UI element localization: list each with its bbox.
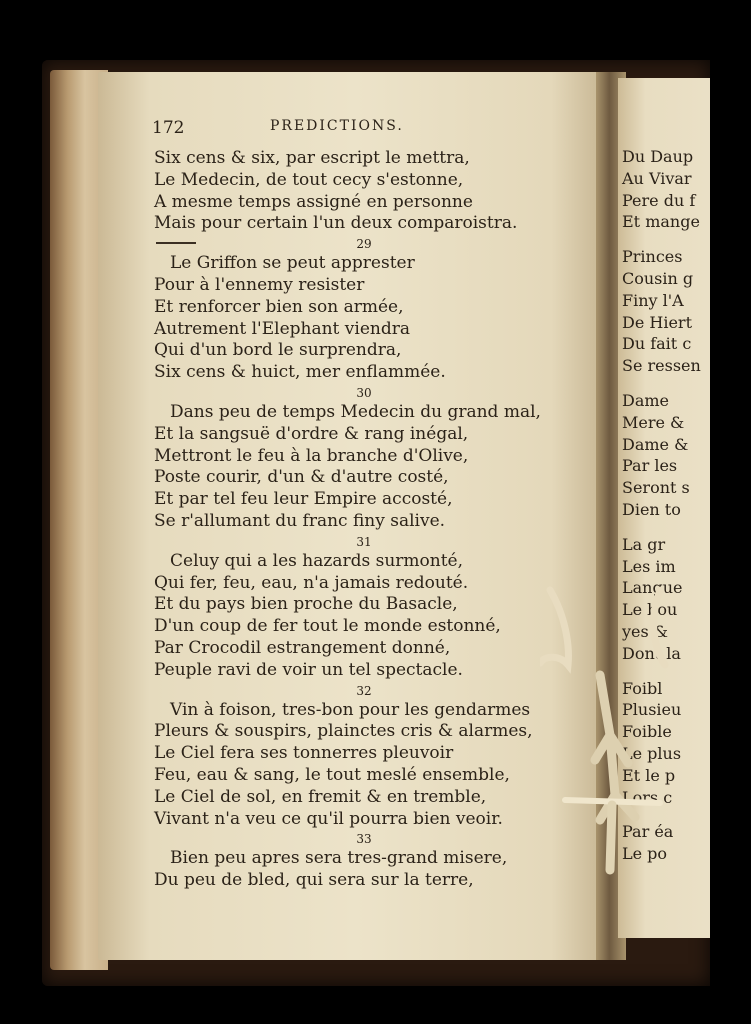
verse-number: 32 bbox=[356, 683, 372, 698]
right-page-line: Mere & bbox=[622, 412, 685, 432]
verse-line: Mettront le feu à la branche d'Olive, bbox=[154, 445, 469, 466]
verse-line: Par Crocodil estrangement donné, bbox=[154, 637, 451, 658]
right-page-line: Le bou bbox=[622, 600, 678, 620]
verse-line: Six cens & six, par escript le mettra, bbox=[154, 148, 470, 168]
verse-line: Autrement l'Elephant viendra bbox=[154, 318, 410, 339]
right-page-line: Par les bbox=[622, 456, 678, 476]
page-number: 172 bbox=[152, 118, 185, 138]
stanza-gap bbox=[622, 233, 701, 246]
right-page-line: Du fait c bbox=[622, 334, 692, 354]
page-header bbox=[152, 118, 592, 142]
right-page-line: Le plus bbox=[622, 743, 682, 763]
verse-number: 31 bbox=[356, 534, 372, 549]
verse-line: Se r'allumant du franc finy salive. bbox=[154, 510, 446, 531]
verse-line: Qui fer, feu, eau, n'a jamais redouté. bbox=[154, 572, 469, 593]
verse-number: 33 bbox=[356, 832, 372, 847]
stanza-gap bbox=[622, 377, 701, 390]
verse-line: Peuple ravi de voir un tel spectacle. bbox=[154, 659, 463, 680]
right-page-line: Finy l'A bbox=[622, 290, 684, 310]
running-head: PREDICTIONS. bbox=[270, 118, 404, 134]
right-page-line: Foibl bbox=[622, 678, 663, 698]
verse-line: Qui d'un bord le surprendra, bbox=[154, 340, 402, 361]
verse-line: D'un coup de fer tout le monde estonné, bbox=[154, 616, 501, 637]
verse-line: Bien peu apres sera tres-grand misere, bbox=[170, 848, 508, 869]
verse-line: Dans peu de temps Medecin du grand mal, bbox=[170, 401, 541, 422]
verse-line: Poste courir, d'un & d'autre costé, bbox=[154, 467, 449, 488]
right-page-line: Cousin g bbox=[622, 268, 694, 288]
verse-line: Le Ciel de sol, en fremit & en tremble, bbox=[154, 786, 487, 807]
verse-line: Et la sangsuë d'ordre & rang inégal, bbox=[154, 423, 469, 444]
left-page-text bbox=[154, 148, 594, 892]
right-page-line: Seront s bbox=[622, 478, 690, 498]
verse-line: Vivant n'a veu ce qu'il pourra bien veoir. bbox=[154, 808, 503, 829]
verse-line: Vin à foison, tres-bon pour les gendarmes bbox=[170, 699, 531, 720]
right-page-line: Dame & bbox=[622, 434, 689, 454]
right-page-line: Dont la bbox=[622, 643, 681, 663]
verse-line: Six cens & huict, mer enflammée. bbox=[154, 362, 446, 383]
verse-line: Le Ciel fera ses tonnerres pleuvoir bbox=[154, 743, 454, 764]
verse-line: Celuy qui a les hazards surmonté, bbox=[170, 550, 464, 571]
verse-line: Et du pays bien proche du Basacle, bbox=[154, 594, 458, 615]
verse-line: Feu, eau & sang, le tout meslé ensemble, bbox=[154, 764, 510, 785]
verse-line: Et renforcer bien son armée, bbox=[154, 296, 404, 317]
right-page-line: Langue bbox=[622, 578, 683, 598]
right-page-line: La gr bbox=[622, 534, 666, 554]
right-page-line: Les im bbox=[622, 556, 676, 576]
verse-line: A mesme temps assigné en personne bbox=[154, 191, 473, 212]
verse-line: Du peu de bled, qui sera sur la terre, bbox=[154, 870, 474, 891]
verse-line: Le Griffon se peut apprester bbox=[170, 253, 415, 274]
verse-line: Mais pour certain l'un deux comparoistra. bbox=[154, 213, 518, 234]
right-page-line: De Hiert bbox=[622, 312, 692, 332]
verse-number: 29 bbox=[356, 237, 372, 252]
right-page-line: Plusieu bbox=[622, 700, 682, 720]
right-page-line: Lors c bbox=[622, 787, 673, 807]
verse-number: 30 bbox=[356, 385, 372, 400]
stanza-gap bbox=[622, 521, 701, 534]
right-page-line: Du Daup bbox=[622, 147, 694, 166]
right-page-line: Dien to bbox=[622, 499, 681, 519]
verse-line: Pleurs & souspirs, plainctes cris & alarmes, bbox=[154, 721, 533, 742]
right-page-line: yes & bbox=[622, 621, 669, 641]
right-page-line: Par éa bbox=[622, 822, 674, 842]
verse-line: Le Medecin, de tout cecy s'estonne, bbox=[154, 169, 464, 190]
right-page-line: Et mange bbox=[622, 212, 700, 232]
right-page-line: Pere du f bbox=[622, 190, 696, 210]
right-page-line: Le po bbox=[622, 844, 668, 864]
right-page-line: Et le p bbox=[622, 765, 676, 785]
right-page-line: Au Vivar bbox=[622, 168, 692, 188]
verse-line: Pour à l'ennemy resister bbox=[154, 274, 365, 295]
right-page-line: Princes bbox=[622, 247, 683, 267]
right-page-line: Se ressen bbox=[622, 356, 701, 376]
paper-damage-illustration bbox=[540, 585, 700, 875]
right-page-line: Foible bbox=[622, 722, 672, 742]
right-page-line: Dame bbox=[622, 390, 670, 410]
verse-line: Et par tel feu leur Empire accosté, bbox=[154, 489, 453, 510]
